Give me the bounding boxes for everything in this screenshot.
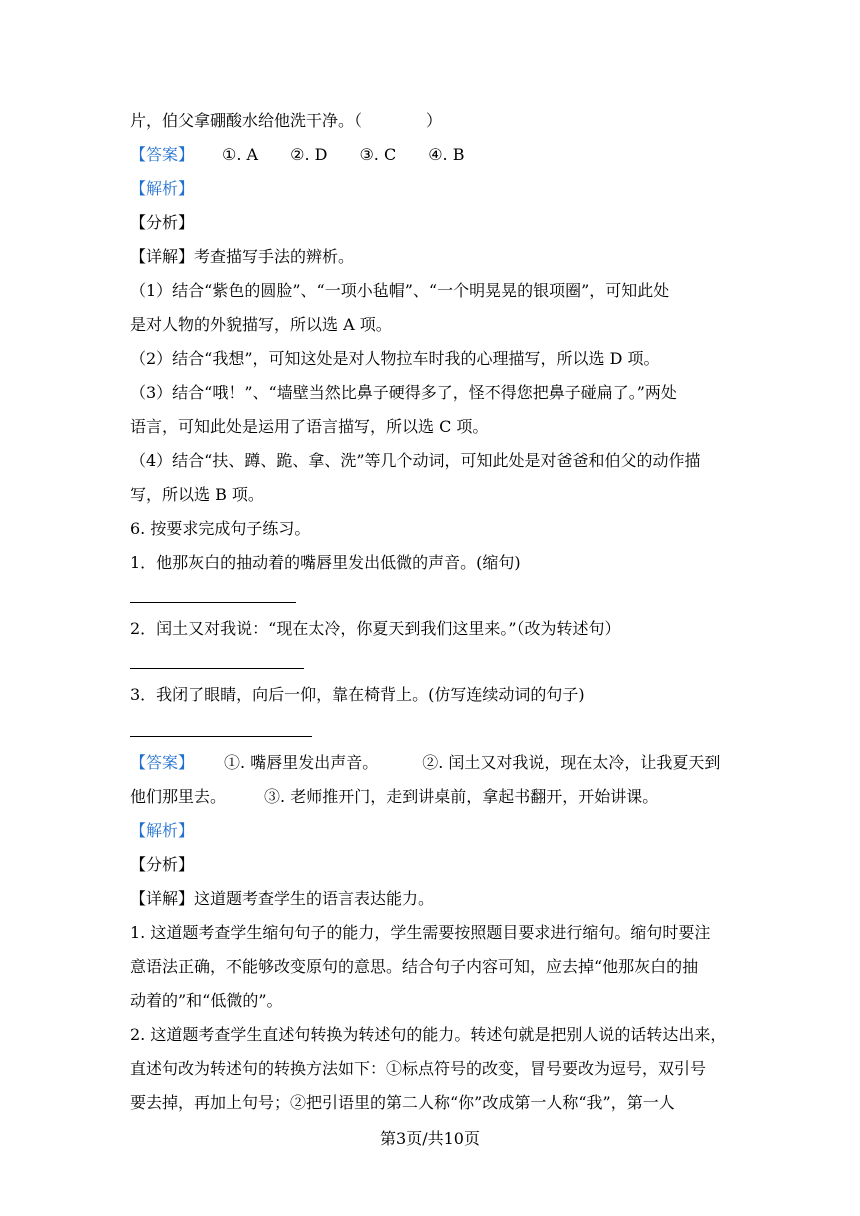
paragraph-line: 是对人物的外貌描写，所以选 A 项。 (130, 315, 392, 334)
paragraph-line: （1）结合“紫色的圆脸”、“一项小毡帽”、“一个明晃晃的银项圈”，可知此处 (130, 281, 670, 300)
paragraph-line: 写，所以选 B 项。 (130, 485, 264, 504)
paragraph-line: 意语法正确，不能够改变原句的意思。结合句子内容可知，应去掉“他那灰白的抽 (130, 957, 699, 976)
paragraph-line: 要去掉，再加上句号；②把引语里的第二人称“你”改成第一人称“我”，第一人 (130, 1093, 675, 1112)
detail-line: 【详解】这道题考查学生的语言表达能力。 (130, 889, 435, 908)
page-footer: 第3页/共10页 (380, 1129, 480, 1148)
fenxi-label: 【分析】 (130, 213, 195, 232)
detail-line: 【详解】考查描写手法的辨析。 (130, 247, 355, 266)
answer-item: ②. D (290, 145, 328, 164)
paragraph-line: 1. 这道题考查学生缩句句子的能力，学生需要按照题目要求进行缩句。缩句时要注 (130, 923, 711, 942)
question-title: 6. 按要求完成句子练习。 (130, 519, 311, 538)
analysis-label: 【解析】 (130, 821, 195, 840)
answer-label: 【答案】 (130, 145, 195, 164)
answer-label: 【答案】 (130, 753, 195, 772)
q5-answer-line (130, 144, 464, 166)
answer-item: ①. A (222, 145, 259, 164)
paragraph-line: （3）结合“哦！”、“墙壁当然比鼻子硬得多了，怪不得您把鼻子碰扁了。”两处 (130, 383, 677, 402)
paragraph-line: （4）结合“扶、蹲、跪、拿、洗”等几个动词，可知此处是对爸爸和伯父的动作描 (130, 451, 701, 470)
fenxi-label: 【分析】 (130, 855, 195, 874)
paragraph-line: 动着的”和“低微的”。 (130, 991, 283, 1010)
answer-item: 他们那里去。 (130, 787, 227, 806)
paragraph-line: 2. 这道题考查学生直述句转换为转述句的能力。转述句就是把别人说的话转达出来， (130, 1025, 727, 1044)
answer-item: ②. 闰土又对我说，现在太冷，让我夏天到 (422, 753, 721, 772)
q5-tail-close: ） (426, 111, 443, 130)
answer-item: ③. 老师推开门，走到讲桌前，拿起书翻开，开始讲课。 (264, 787, 659, 806)
question-sentence: 3．我闭了眼睛，向后一仰，靠在椅背上。(仿写连续动词的句子) (130, 685, 585, 704)
paragraph-line: （2）结合“我想”，可知这处是对人物拉车时我的心理描写，所以选 D 项。 (130, 349, 660, 368)
question-sentence: 2．闰土又对我说：“现在太冷，你夏天到我们这里来。”（改为转述句） (130, 619, 621, 638)
answer-blank-line (130, 668, 304, 669)
paragraph-line: 语言，可知此处是运用了语言描写，所以选 C 项。 (130, 417, 489, 436)
question-sentence: 1．他那灰白的抽动着的嘴唇里发出低微的声音。(缩句) (130, 553, 521, 572)
answer-item: ③. C (359, 145, 397, 164)
q5-tail-line (130, 110, 442, 132)
q6-answer-line (130, 752, 720, 774)
analysis-label: 【解析】 (130, 179, 195, 198)
answer-item: ④. B (428, 145, 465, 164)
q6-answer-line-2 (130, 786, 658, 808)
paragraph-line: 直述句改为转述句的转换方法如下：①标点符号的改变，冒号要改为逗号，双引号 (130, 1059, 707, 1078)
q5-tail-text: 片，伯父拿硼酸水给他洗干净。（ (130, 111, 363, 130)
answer-blank-line (130, 602, 296, 603)
answer-item: ①. 嘴唇里发出声音。 (224, 753, 379, 772)
answer-blank-line (130, 736, 312, 737)
